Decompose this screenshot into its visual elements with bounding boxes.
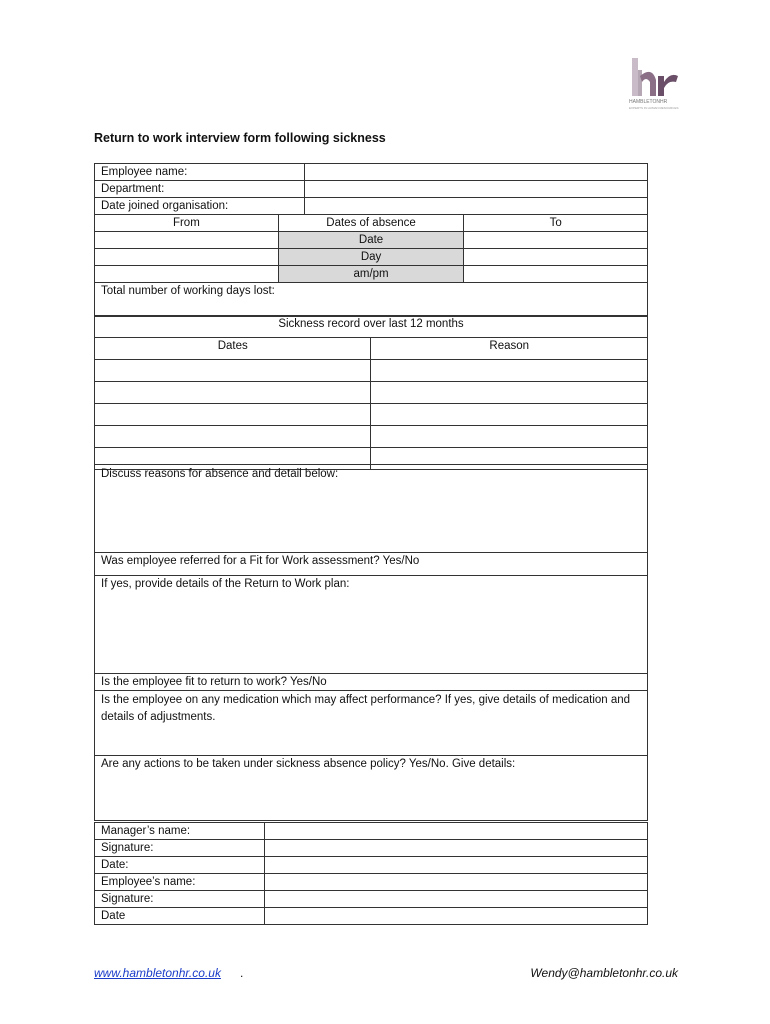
- sickness-record-title: Sickness record over last 12 months: [95, 316, 648, 338]
- dates-column-header: Dates: [95, 338, 371, 360]
- employee-name-field[interactable]: [304, 164, 647, 181]
- svg-text:HAMBLETONHR: HAMBLETONHR: [629, 99, 668, 105]
- rtw-plan-label: If yes, provide details of the Return to Work plan:: [101, 578, 350, 590]
- manager-name-label: Manager’s name:: [95, 823, 265, 840]
- to-ampm-field[interactable]: [464, 266, 648, 283]
- form-title: Return to work interview form following sickness: [94, 131, 386, 145]
- discuss-reasons-label: Discuss reasons for absence and detail below:: [101, 468, 339, 480]
- employee-name-signoff-label: Employee’s name:: [95, 874, 265, 891]
- record-date-field[interactable]: [95, 382, 371, 404]
- total-days-label: Total number of working days lost:: [101, 285, 275, 297]
- svg-text:EXPERTS IN HUMAN RESOURCES: EXPERTS IN HUMAN RESOURCES: [629, 106, 679, 110]
- from-day-field[interactable]: [95, 249, 279, 266]
- day-row-label: Day: [278, 249, 464, 266]
- to-header: To: [464, 215, 648, 232]
- from-ampm-field[interactable]: [95, 266, 279, 283]
- employee-date-label: Date: [95, 908, 265, 925]
- record-reason-field[interactable]: [371, 360, 648, 382]
- medication-field[interactable]: [95, 691, 648, 756]
- footer-dot: .: [240, 966, 244, 980]
- manager-signature-label: Signature:: [95, 840, 265, 857]
- date-joined-label: Date joined organisation:: [95, 198, 305, 215]
- signoff-table: [94, 822, 648, 925]
- from-header: From: [95, 215, 279, 232]
- website-link[interactable]: www.hambletonhr.co.uk: [94, 966, 221, 980]
- hambleton-hr-logo: [628, 56, 680, 112]
- department-field[interactable]: [304, 181, 647, 198]
- record-reason-field[interactable]: [371, 426, 648, 448]
- record-date-field[interactable]: [95, 404, 371, 426]
- employee-details-table: [94, 163, 648, 283]
- fit-to-return-question: Is the employee fit to return to work? Yes/No: [95, 674, 648, 691]
- department-label: Department:: [95, 181, 305, 198]
- sickness-record-table: [94, 315, 648, 470]
- email-address[interactable]: Wendy@hambletonhr.co.uk: [530, 966, 678, 980]
- to-day-field[interactable]: [464, 249, 648, 266]
- record-reason-field[interactable]: [371, 404, 648, 426]
- medication-label: Is the employee on any medication which may affect performance? If yes, give details of medication and details of adjustments.: [101, 694, 631, 723]
- to-date-field[interactable]: [464, 232, 648, 249]
- fit-for-work-question: Was employee referred for a Fit for Work assessment? Yes/No: [95, 553, 648, 576]
- discuss-reasons-field[interactable]: [95, 465, 648, 553]
- employee-date-field[interactable]: [264, 908, 647, 925]
- ampm-row-label: am/pm: [278, 266, 464, 283]
- employee-name-signoff-field[interactable]: [264, 874, 647, 891]
- actions-field[interactable]: [95, 756, 648, 821]
- from-date-field[interactable]: [95, 232, 279, 249]
- manager-date-field[interactable]: [264, 857, 647, 874]
- record-reason-field[interactable]: [371, 382, 648, 404]
- manager-date-label: Date:: [95, 857, 265, 874]
- date-joined-field[interactable]: [304, 198, 647, 215]
- employee-signature-label: Signature:: [95, 891, 265, 908]
- reason-column-header: Reason: [371, 338, 648, 360]
- total-days-field[interactable]: [95, 283, 648, 317]
- record-date-field[interactable]: [95, 360, 371, 382]
- dates-of-absence-header: Dates of absence: [278, 215, 464, 232]
- actions-label: Are any actions to be taken under sickness absence policy? Yes/No. Give details:: [101, 758, 516, 770]
- total-days-table: [94, 282, 648, 317]
- date-row-label: Date: [278, 232, 464, 249]
- questions-table: [94, 464, 648, 821]
- employee-name-label: Employee name:: [95, 164, 305, 181]
- rtw-plan-field[interactable]: [95, 576, 648, 674]
- record-date-field[interactable]: [95, 426, 371, 448]
- manager-name-field[interactable]: [264, 823, 647, 840]
- employee-signature-field[interactable]: [264, 891, 647, 908]
- manager-signature-field[interactable]: [264, 840, 647, 857]
